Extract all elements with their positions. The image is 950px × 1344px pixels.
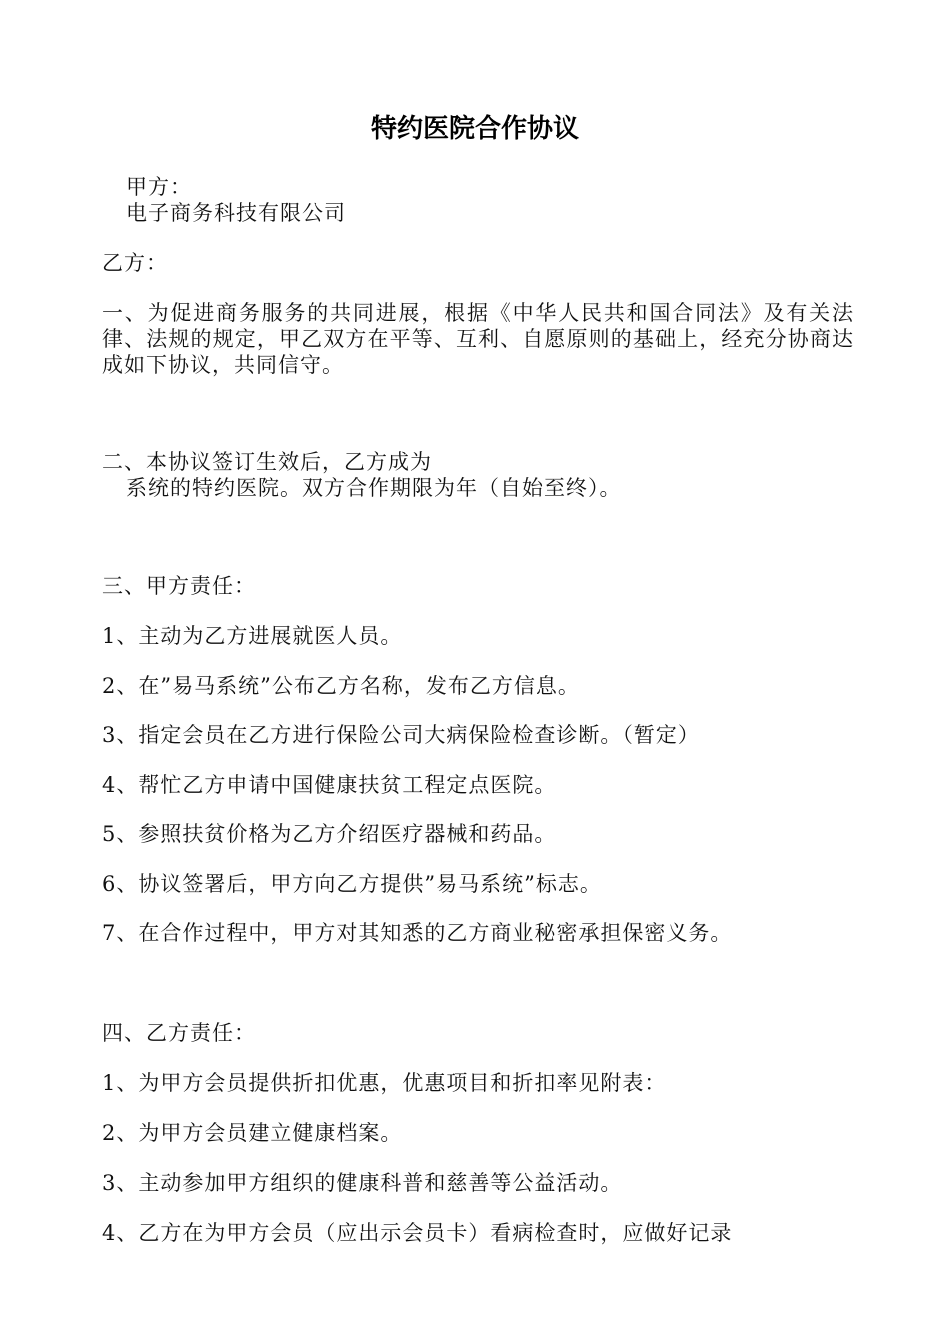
section-4-item-2: 2、为甲方会员建立健康档案。 [102,1121,403,1145]
party-a-name: 电子商务科技有限公司 [126,201,346,225]
section-4-heading: 四、乙方责任： [102,1021,256,1045]
clause-1: 一、为促进商务服务的共同进展，根据《中华人民共和国合同法》及有关法律、法规的规定，甲乙双方在平等、互利、自愿原则的基础上，经充分协商达成如下协议，共同信守。 [102,301,854,377]
document-title: 特约医院合作协议 [370,114,579,144]
section-4-item-4: 4、乙方在为甲方会员（应出示会员卡）看病检查时，应做好记录 [102,1221,733,1245]
party-b-label: 乙方： [102,251,168,275]
section-3-item-5: 5、参照扶贫价格为乙方介绍医疗器械和药品。 [102,822,557,846]
section-3-item-4: 4、帮忙乙方申请中国健康扶贫工程定点医院。 [102,773,557,797]
party-a-label: 甲方： [126,175,192,199]
clause-2-line-1: 二、本协议签订生效后，乙方成为 [102,450,432,474]
clause-2-line-2: 系统的特约医院。双方合作期限为年（自始至终）。 [126,476,622,500]
section-3-item-1: 1、主动为乙方进展就医人员。 [102,624,403,648]
section-3-item-2: 2、在”易马系统”公布乙方名称，发布乙方信息。 [102,674,580,698]
section-4-item-1: 1、为甲方会员提供折扣优惠，优惠项目和折扣率见附表： [102,1071,667,1095]
section-3-item-3: 3、指定会员在乙方进行保险公司大病保险检查诊断。（暂定） [102,723,700,747]
section-3-item-7: 7、在合作过程中，甲方对其知悉的乙方商业秘密承担保密义务。 [102,921,733,945]
section-4-item-3: 3、主动参加甲方组织的健康科普和慈善等公益活动。 [102,1171,623,1195]
section-3-heading: 三、甲方责任： [102,574,256,598]
section-3-item-6: 6、协议签署后，甲方向乙方提供”易马系统”标志。 [102,872,602,896]
